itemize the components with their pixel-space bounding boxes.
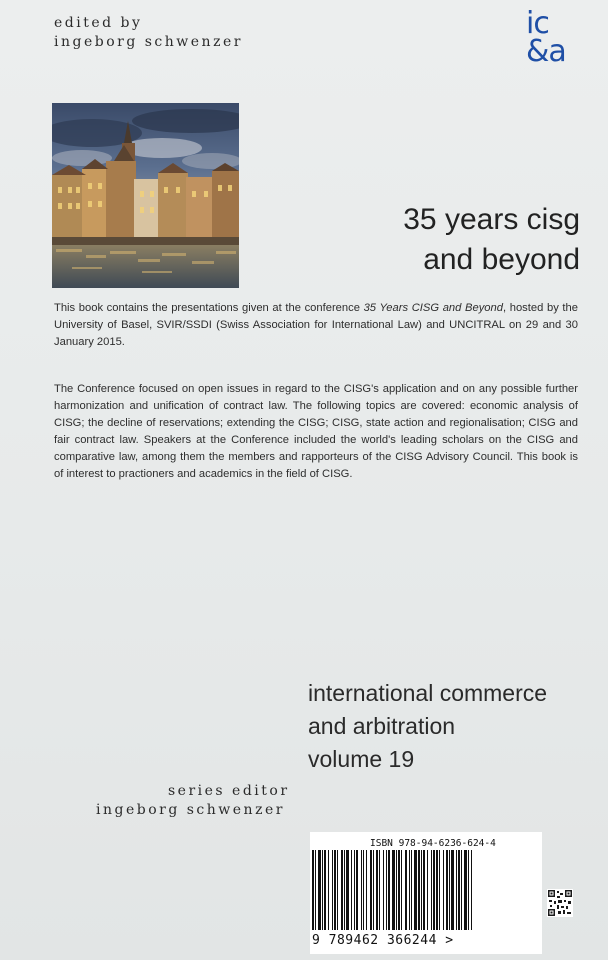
- barcode-bar: [386, 850, 387, 930]
- barcode-bar: [431, 850, 432, 930]
- isbn-label: ISBN 978-94-6236-624-4: [370, 838, 496, 849]
- barcode-bar: [346, 850, 349, 930]
- barcode-bar: [405, 850, 407, 930]
- title-line-2: and beyond: [423, 243, 580, 276]
- barcode-bar: [464, 850, 467, 930]
- title-line-1: 35 years cisg: [403, 203, 580, 236]
- barcode-bar: [322, 850, 323, 930]
- barcode-bar: [370, 850, 372, 930]
- barcode-bar: [392, 850, 395, 930]
- edited-by-label: edited by: [54, 15, 143, 31]
- p1-text-before: This book contains the presentations given at the conference: [54, 302, 364, 314]
- barcode-bar: [468, 850, 469, 930]
- series-editor-credit: [96, 782, 290, 820]
- description-paragraph-1: [54, 300, 578, 351]
- barcode-bar: [344, 850, 345, 930]
- barcode-bar: [458, 850, 460, 930]
- barcode-bar: [433, 850, 435, 930]
- barcode-bar: [471, 850, 472, 930]
- barcode-bar: [418, 850, 420, 930]
- barcode-bar: [318, 850, 321, 930]
- barcode-bar: [363, 850, 364, 930]
- barcode-bar: [328, 850, 329, 930]
- barcode-bar: [398, 850, 400, 930]
- barcode-bar: [383, 850, 384, 930]
- barcode-bar: [439, 850, 440, 930]
- barcode-bar: [446, 850, 448, 930]
- barcode-bar: [436, 850, 438, 930]
- conference-title-italic: 35 Years CISG and Beyond: [363, 302, 503, 314]
- logo-line-a: &a: [526, 34, 566, 69]
- cover-photo-basel-cityscape: [52, 103, 239, 288]
- description-paragraph-2: The Conference focused on open issues in regard to the CISG's application and on any possible further harmonization and unification of contract law. The following topics are covered: economic analysis of CISG; the decline of reservations; extending the CISG; CISG, state action and regionalisation; CISG and fair contract law. Speakers at the Conference included the world's leading scholars on the CISG and comparative law, among them the members and rapporteurs of the CISG Advisory Council. This book is of interest to practioners and academics in the field of CISG.: [54, 383, 578, 480]
- barcode-bar: [324, 850, 326, 930]
- barcode-bar: [315, 850, 316, 930]
- barcode-bar: [337, 850, 338, 930]
- barcode-bar: [312, 850, 314, 930]
- barcode-bar: [456, 850, 457, 930]
- barcode-bar: [361, 850, 362, 930]
- barcode-bar: [341, 850, 343, 930]
- series-volume: volume 19: [308, 746, 415, 772]
- series-editor-name: ingeborg schwenzer: [96, 802, 285, 818]
- barcode-bar: [373, 850, 374, 930]
- barcode-bar: [366, 850, 367, 930]
- barcode-bar: [411, 850, 412, 930]
- barcode-bar: [351, 850, 352, 930]
- qr-code-icon: [547, 889, 573, 917]
- barcode-bar: [421, 850, 422, 930]
- series-line-2: and arbitration: [308, 713, 456, 739]
- barcode-bar: [443, 850, 444, 930]
- barcode-bar: [356, 850, 358, 930]
- book-title: [340, 200, 580, 280]
- barcode-bar: [409, 850, 410, 930]
- barcode-bar: [401, 850, 402, 930]
- barcode-digits: 9 789462 366244 >: [312, 933, 454, 948]
- barcode-bar: [451, 850, 454, 930]
- logo-line-ic: ic: [526, 6, 549, 41]
- barcode-bar: [379, 850, 380, 930]
- series-title: [308, 677, 598, 776]
- barcode-bar: [427, 850, 428, 930]
- barcode-bar: [449, 850, 450, 930]
- city-photo-illustration: [52, 103, 239, 288]
- barcode-bar: [332, 850, 333, 930]
- barcode-bar: [414, 850, 417, 930]
- publisher-logo: [526, 6, 586, 69]
- barcode-bar: [461, 850, 462, 930]
- barcode-bar: [388, 850, 390, 930]
- p1-text-after: , hosted by the University of Basel, SVIR/SSDI (Swiss Association for International Law) and UNCITRAL on 29 and 30 January 2015.: [54, 302, 578, 348]
- barcode-bar: [334, 850, 336, 930]
- barcode-bar: [423, 850, 425, 930]
- barcode-bar: [396, 850, 397, 930]
- barcode-bar: [354, 850, 355, 930]
- series-line-1: international commerce: [308, 680, 548, 706]
- barcode-icon: [312, 850, 540, 932]
- series-editor-label: series editor: [168, 783, 290, 799]
- barcode-bar: [376, 850, 378, 930]
- edited-by-credit: [54, 14, 243, 52]
- editor-name: ingeborg schwenzer: [54, 34, 243, 50]
